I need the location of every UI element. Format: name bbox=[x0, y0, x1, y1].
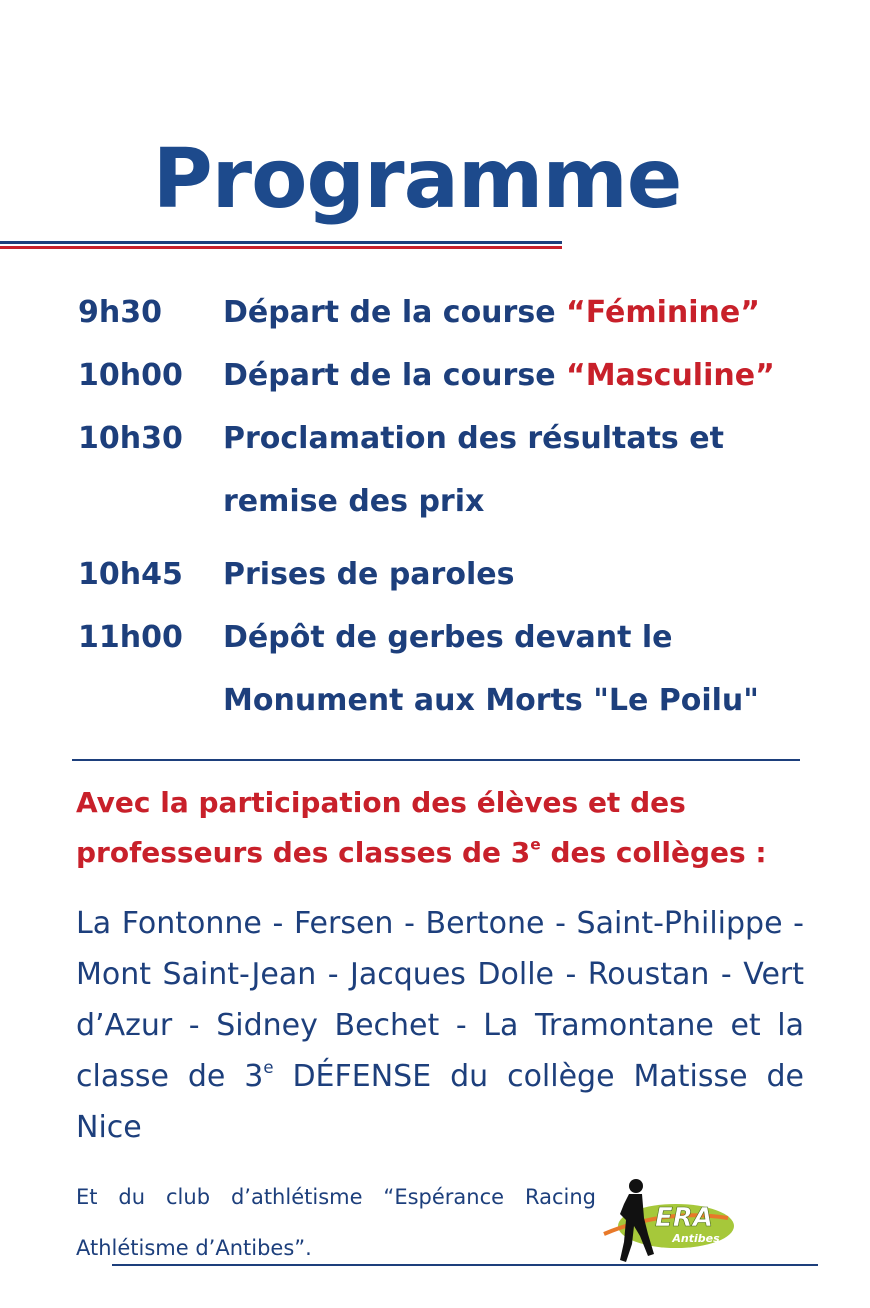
schedule-highlight: “Féminine” bbox=[565, 295, 760, 330]
participation-line1: Avec la participation des élèves et des bbox=[76, 786, 686, 819]
schedule-highlight: “Masculine” bbox=[565, 358, 775, 393]
participation-text: professeurs des classes de 3 bbox=[76, 836, 531, 869]
schedule-text: Départ de la course bbox=[223, 358, 566, 393]
schedule-text: Proclamation des résultats et bbox=[223, 421, 724, 456]
schedule-text: Départ de la course bbox=[223, 295, 566, 330]
schedule-text: Dépôt de gerbes devant le bbox=[223, 620, 673, 655]
participation-heading bbox=[76, 778, 796, 878]
colleges-text-end: DÉFENSE du collège Matisse de Nice bbox=[76, 1059, 804, 1145]
schedule-time: 11h00 bbox=[78, 620, 183, 655]
schedule-text: Prises de paroles bbox=[223, 557, 515, 592]
colleges-sup: e bbox=[263, 1057, 274, 1077]
footer-divider bbox=[112, 1264, 818, 1266]
tricolor-line-red bbox=[0, 246, 562, 249]
colleges-list bbox=[76, 898, 804, 1153]
schedule-description bbox=[223, 282, 823, 344]
page-title: Programme bbox=[152, 132, 682, 227]
schedule-text-line2: remise des prix bbox=[223, 484, 485, 519]
schedule-text-line2: Monument aux Morts "Le Poilu" bbox=[223, 683, 759, 718]
logo-subtext: Antibes bbox=[672, 1232, 720, 1245]
schedule-time: 10h00 bbox=[78, 358, 183, 393]
colleges-text: La Fontonne - Fersen - Bertone - Saint-Philippe - Mont Saint-Jean - Jacques Dolle - Roustan - Vert d’Azur - Sidney Bechet - La Tramontane et la classe de 3 bbox=[76, 906, 804, 1094]
logo-text: ERA bbox=[655, 1203, 713, 1233]
divider bbox=[72, 759, 800, 761]
participation-sup: e bbox=[530, 835, 541, 854]
participation-text-end: des collèges : bbox=[540, 836, 767, 869]
schedule-time: 10h45 bbox=[78, 557, 183, 592]
schedule-description bbox=[223, 345, 823, 407]
club-credit: Et du club d’athlétisme “Espérance Racing Athlétisme d’Antibes”. bbox=[76, 1185, 596, 1260]
schedule-time: 9h30 bbox=[78, 295, 162, 330]
participation-line2 bbox=[76, 828, 796, 878]
schedule-time: 10h30 bbox=[78, 421, 183, 456]
era-antibes-logo bbox=[596, 1174, 738, 1266]
